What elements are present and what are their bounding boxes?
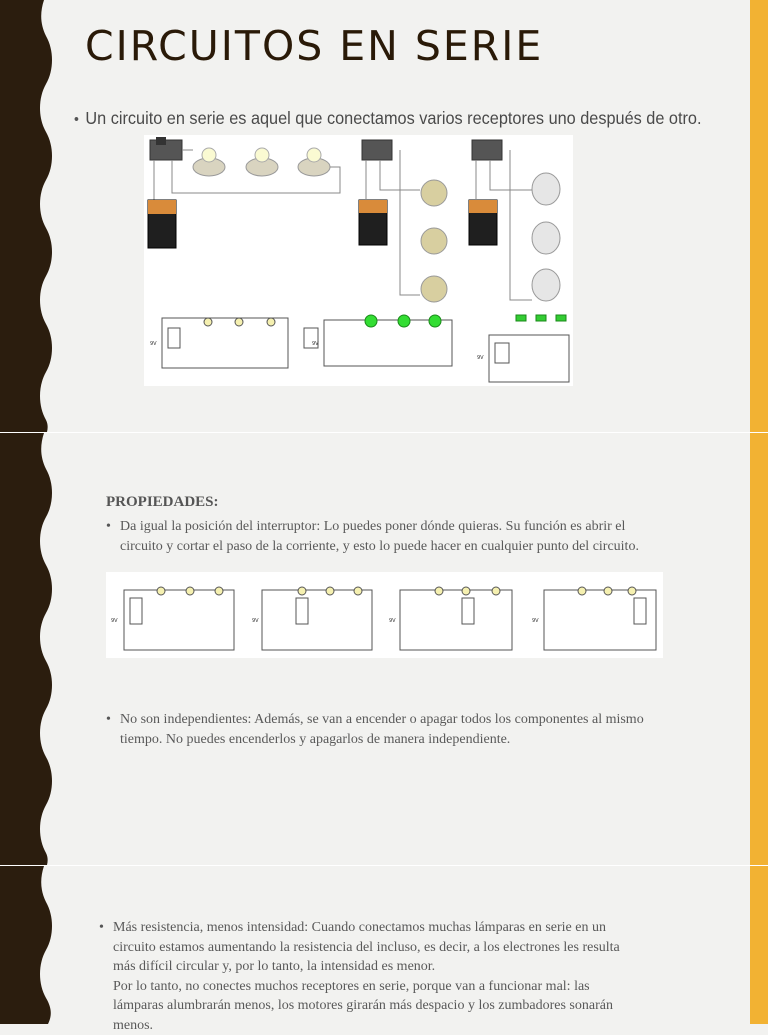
slide-title: CIRCUITOS EN SERIE	[85, 22, 543, 70]
circuit-lamps-3d	[148, 137, 340, 248]
intro-text: Un circuito en serie es aquel que conectamos varios receptores uno después de otro.	[85, 108, 701, 128]
property-switch-position	[120, 517, 650, 556]
battery-label-d: 9V	[532, 618, 539, 624]
intro-bullet	[74, 108, 688, 129]
schematic-buzzers	[489, 315, 569, 382]
property-not-independent-text: No son independientes: Además, se van a encender o apagar todos los componentes al mismo tiempo. No puedes encenderlos y apagarlos de manera independiente.	[120, 712, 644, 747]
battery-label-b: 9V	[252, 618, 259, 624]
accent-right-band	[750, 0, 768, 432]
wavy-left-band	[0, 433, 60, 865]
bullet-dot: •	[106, 517, 111, 537]
battery-label-1: 9V	[150, 341, 157, 347]
series-circuits-image	[144, 135, 573, 386]
slide-3	[0, 866, 768, 1024]
property-not-independent	[120, 710, 650, 749]
schematic-motors	[304, 315, 452, 366]
schematic-lamps	[162, 318, 288, 368]
property-resistance-text: Más resistencia, menos intensidad: Cuando conectamos muchas lámparas en serie en un circuito estamos aumentando la resistencia del incluso, es decir, a los electrones les resulta más difícil circular y, por lo tanto, la intensidad es menor.	[113, 918, 643, 977]
schematic-b	[262, 587, 372, 650]
battery-label-c: 9V	[389, 618, 396, 624]
accent-right-band	[750, 433, 768, 865]
bullet-dot: •	[74, 111, 79, 128]
bullet-dot: •	[99, 918, 104, 938]
schematic-a	[124, 587, 234, 650]
bullet-dot: •	[106, 710, 111, 730]
property-resistance-consequence: Por lo tanto, no conectes muchos receptores en serie, porque van a funcionar mal: las lámparas alumbrarán menos, los motores girarán más despacio y los zumbadores sonarán menos.	[113, 977, 643, 1035]
battery-label-3: 9V	[477, 355, 484, 361]
properties-heading: PROPIEDADES:	[106, 494, 219, 511]
schematic-d	[544, 587, 656, 650]
slide-2	[0, 433, 768, 865]
battery-label-a: 9V	[111, 618, 118, 624]
wavy-left-band	[0, 866, 60, 1024]
series-circuits-illustration	[144, 135, 573, 386]
circuit-motors-3d	[359, 140, 447, 302]
accent-right-band	[750, 866, 768, 1024]
wavy-left-band	[0, 0, 60, 432]
battery-label-2: 9V	[312, 341, 319, 347]
slide-1	[0, 0, 768, 432]
circuit-buzzers-3d	[469, 140, 560, 301]
property-resistance	[113, 918, 643, 1035]
switch-position-schematics	[106, 572, 663, 658]
property-switch-text: Da igual la posición del interruptor: Lo puedes poner dónde quieras. Su función es abrir el circuito y cortar el paso de la corriente, y esto lo puede hacer en cualquier punto del circuito.	[120, 519, 639, 554]
switch-position-image	[106, 572, 663, 658]
schematic-c	[400, 587, 512, 650]
